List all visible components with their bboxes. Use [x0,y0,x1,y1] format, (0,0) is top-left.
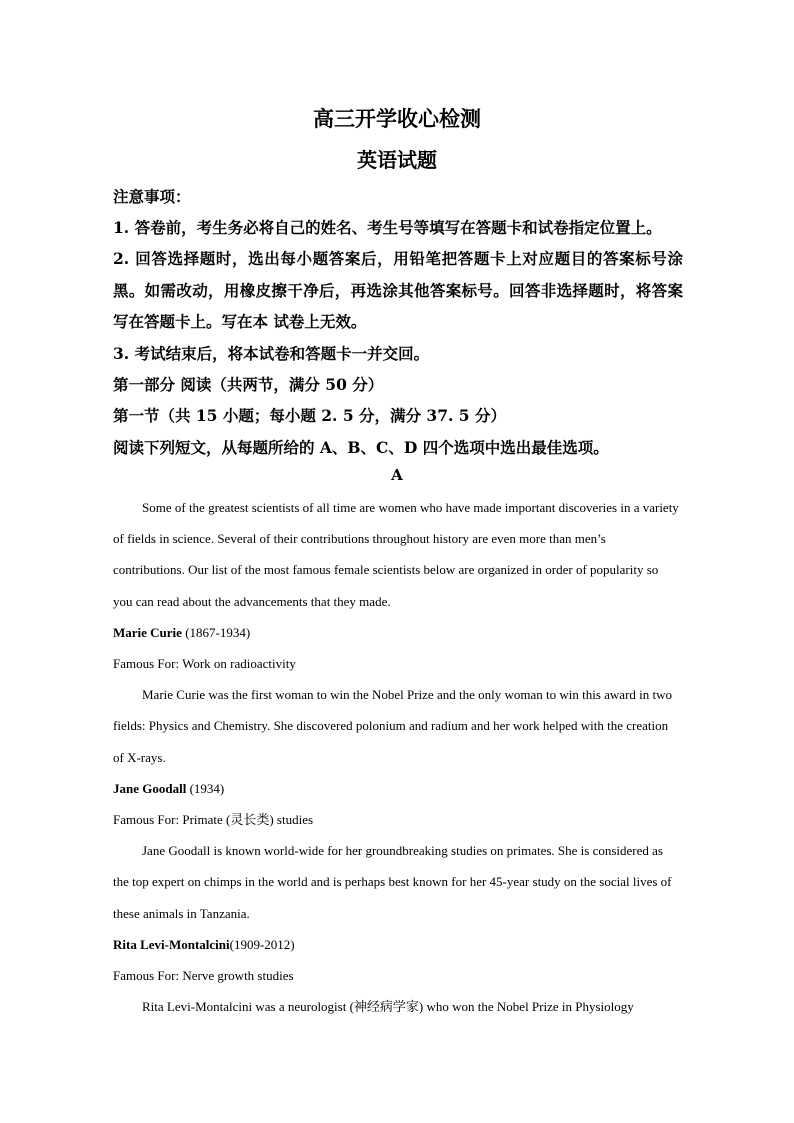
notice-item-1: 1. 答卷前，考生务必将自己的姓名、考生号等填写在答题卡和试卷指定位置上。 [113,218,662,237]
notice-heading: 注意事项： [113,187,191,206]
passage-intro: Some of the greatest scientists of all time are women who have made important discoveries in a variety of fields in science. Several of their contributions throughout history are even more than men’s contributions. Our list of the most famous female scientists below are organized in order of popularity so you can read about the advancements that they made. [113,500,679,609]
scientist-heading-1 [113,617,680,648]
scientist-years: (1867-1934) [181,624,251,640]
section-instruction: 阅读下列短文，从每题所给的 A、B、C、D 四个选项中选出最佳选项。 [113,437,609,457]
notice-item-2: 2. 回答选择题时，选出每小题答案后，用铅笔把答题卡上对应题目的答案标号涂黑。如需改动，用橡皮擦干净后，再选涂其他答案标号。回答非选择题时，将答案写在答题卡上。写在本 试卷上无效。 [113,249,683,332]
scientist-name: Marie Curie [113,624,182,640]
passage-body [113,492,680,1022]
section-heading: 第一节（共 15 小题；每小题 2. 5 分，满分 37. 5 分） [113,406,506,426]
page-title: 高三开学收心检测 [313,106,481,131]
scientist-description: Jane Goodall is known world-wide for her groundbreaking studies on primates. She is considered as the top expert on chimps in the world and is perhaps best known for her 45-year study on the social lives of these animals in Tanzania. [113,843,672,921]
scientist-famous-for: Famous For: Work on radioactivity [113,656,296,672]
scientist-description: Marie Curie was the first woman to win the Nobel Prize and the only woman to win this award in two fields: Physics and Chemistry. She discovered polonium and radium and her work helped with the creation of X-rays. [113,687,673,765]
scientist-years: (1934) [186,780,225,796]
scientist-heading-2 [113,773,680,804]
scientist-description: Rita Levi-Montalcini was a neurologist (神经病学家) who won the Nobel Prize in Physiology [142,999,634,1015]
scientist-heading-3 [113,929,680,960]
notice-list [113,212,683,463]
notice-item-3: 3. 考试结束后，将本试卷和答题卡一并交回。 [113,343,430,363]
scientist-name: Jane Goodall [113,780,187,796]
page-subtitle: 英语试题 [357,148,437,172]
scientist-famous-for: Famous For: Nerve growth studies [113,968,294,984]
scientist-famous-for: Famous For: Primate (灵长类) studies [113,812,314,828]
scientist-name: Rita Levi-Montalcini [113,936,230,952]
scientist-years: (1909-2012) [229,936,295,952]
passage-label: A [391,466,403,484]
part-heading: 第一部分 阅读（共两节，满分 50 分） [113,375,384,395]
